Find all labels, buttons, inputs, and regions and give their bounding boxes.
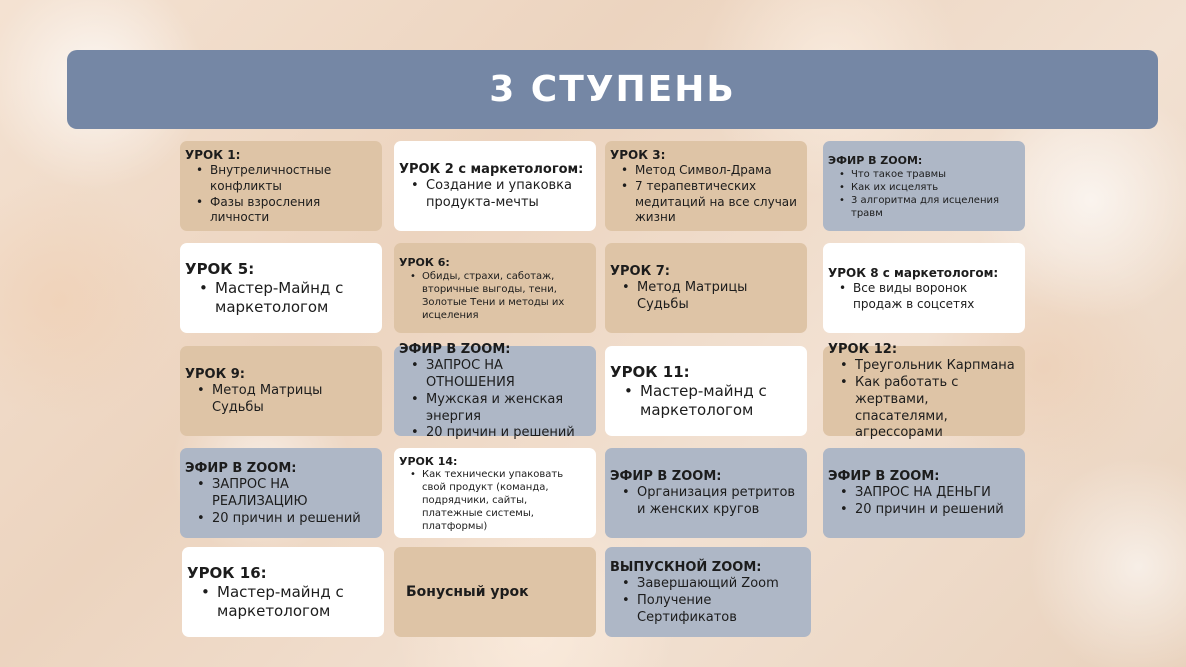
card-list: [637, 280, 799, 314]
list-item: • Метод Матрицы Судьбы: [637, 280, 799, 314]
zoom-card-15: [605, 448, 807, 538]
list-item: • Мастер-майнд с маркетологом: [217, 583, 376, 622]
card-title: ЭФИР В ZOOM:: [610, 468, 722, 484]
card-list: [426, 358, 588, 442]
card-list: [422, 468, 588, 533]
lesson-card-7: [605, 243, 807, 333]
card-title: ЭФИР В ZOOM:: [399, 341, 511, 357]
list-item: • Как технически упаковать свой продукт (команда, подрядчики, сайты, платежные системы, платформы): [422, 468, 588, 533]
lesson-card-3: [605, 141, 807, 231]
list-item: • 20 причин и решений: [855, 502, 1017, 519]
lesson-card-11: [605, 346, 807, 436]
card-list: [426, 178, 588, 212]
list-item: • Что такое травмы: [851, 168, 1017, 181]
card-list: [212, 477, 374, 528]
card-title: Бонусный урок: [406, 584, 529, 601]
lesson-card-2: [394, 141, 596, 231]
card-title: УРОК 6:: [399, 256, 450, 270]
page-title: 3 СТУПЕНЬ: [489, 69, 736, 110]
card-title: ЭФИР В ZOOM:: [828, 468, 940, 484]
lesson-card-12: [823, 341, 1025, 441]
graduation-zoom-card: [605, 547, 811, 637]
card-title: УРОК 7:: [610, 263, 670, 279]
card-title: УРОК 5:: [185, 260, 255, 279]
card-list: [212, 383, 374, 417]
zoom-card-4: [823, 141, 1025, 231]
card-title: УРОК 9:: [185, 366, 245, 382]
lesson-card-5: [180, 243, 382, 333]
list-item: • ЗАПРОС НА РЕАЛИЗАЦИЮ: [212, 477, 374, 511]
card-title: УРОК 3:: [610, 148, 666, 163]
list-item: • Завершающий Zoom: [637, 576, 803, 593]
card-list: [853, 281, 1017, 312]
card-title: УРОК 12:: [828, 341, 898, 357]
card-list: [422, 270, 588, 322]
card-title: ВЫПУСКНОЙ ZOOM:: [610, 559, 762, 575]
card-title: УРОК 11:: [610, 363, 690, 382]
lesson-card-8: [823, 243, 1025, 333]
list-item: • Получение Сертификатов: [637, 593, 803, 627]
list-item: • Метод Матрицы Судьбы: [212, 383, 374, 417]
list-item: • Мастер-Майнд с маркетологом: [215, 279, 374, 318]
card-title: УРОК 1:: [185, 148, 241, 163]
card-title: ЭФИР В ZOOM:: [828, 154, 923, 168]
card-list: [217, 583, 376, 622]
list-item: • Как работать с жертвами, спасателями, агрессорами: [855, 375, 1017, 443]
list-item: • 3 алгоритма для исцеления травм: [851, 194, 1017, 220]
card-title: ЭФИР В ZOOM:: [185, 460, 297, 476]
card-list: [215, 279, 374, 318]
card-list: [210, 163, 374, 225]
list-item: • Мужская и женская энергия: [426, 392, 588, 426]
zoom-card-13: [180, 448, 382, 538]
card-list: [855, 485, 1017, 519]
card-list: [637, 485, 799, 519]
list-item: • 20 причин и решений: [212, 511, 374, 528]
list-item: • 7 терапевтических медитаций на все случаи жизни: [635, 179, 799, 226]
lesson-card-6: [394, 243, 596, 333]
lesson-card-16: [182, 547, 384, 637]
lesson-card-9: [180, 346, 382, 436]
list-item: • Мастер-майнд с маркетологом: [640, 382, 799, 421]
lesson-card-1: [180, 141, 382, 231]
card-list: [855, 358, 1017, 442]
lesson-card-14: [394, 448, 596, 538]
bonus-lesson-card: [394, 547, 596, 637]
header-banner: [67, 50, 1158, 129]
card-list: [640, 382, 799, 421]
list-item: • Фазы взросления личности: [210, 195, 374, 226]
list-item: • Организация ретритов и женских кругов: [637, 485, 799, 519]
card-list: [851, 168, 1017, 220]
zoom-card-10: [394, 341, 596, 441]
list-item: • ЗАПРОС НА ДЕНЬГИ: [855, 485, 1017, 502]
card-title: УРОК 2 с маркетологом:: [399, 161, 584, 177]
list-item: • Все виды воронок продаж в соцсетях: [853, 281, 1017, 312]
card-list: [637, 576, 803, 627]
list-item: • Создание и упаковка продукта-мечты: [426, 178, 588, 212]
card-title: УРОК 16:: [187, 564, 267, 583]
list-item: • Обиды, страхи, саботаж, вторичные выгоды, тени, Золотые Тени и методы их исцеления: [422, 270, 588, 322]
card-list: [635, 163, 799, 225]
card-title: УРОК 14:: [399, 454, 458, 468]
list-item: • Внутреличностные конфликты: [210, 163, 374, 194]
list-item: • ЗАПРОС НА ОТНОШЕНИЯ: [426, 358, 588, 392]
list-item: • Метод Символ-Драма: [635, 163, 799, 179]
zoom-card-16: [823, 448, 1025, 538]
list-item: • 20 причин и решений: [426, 425, 588, 442]
list-item: • Треугольник Карпмана: [855, 358, 1017, 375]
list-item: • Как их исцелять: [851, 181, 1017, 194]
card-title: УРОК 8 с маркетологом:: [828, 265, 999, 280]
